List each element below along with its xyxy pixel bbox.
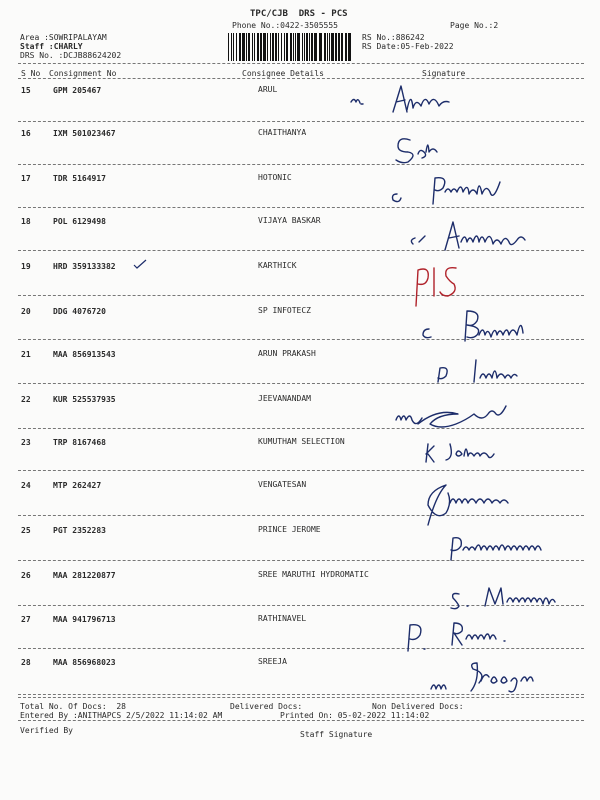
row-consignment: MAA 856913543 — [53, 350, 116, 359]
col-sno: S No — [21, 69, 41, 78]
drs-number: DRS No. :DCJB88624202 — [20, 51, 122, 60]
total-docs: Total No. Of Docs: 28 — [20, 702, 126, 711]
row-consignee: HOTONIC — [258, 173, 292, 182]
signature-row-19 — [410, 260, 470, 310]
row-sno: 20 — [21, 307, 31, 316]
row-consignment: MTP 262427 — [53, 481, 102, 490]
row-sno: 27 — [21, 615, 31, 624]
row-consignment: MAA 941796713 — [53, 615, 116, 624]
row-divider — [18, 121, 584, 122]
col-consignment: Consignment No — [49, 69, 117, 78]
row-consignee: KUMUTHAM SELECTION — [258, 437, 345, 446]
signature-row-24 — [418, 475, 578, 530]
phone-number: Phone No.:0422-3505555 — [232, 21, 338, 30]
rs-number: RS No.:886242 — [362, 33, 425, 42]
row-consignment: DDG 4076720 — [53, 307, 106, 316]
row-consignment: MAA 281220877 — [53, 571, 116, 580]
rs-date: RS Date:05-Feb-2022 — [362, 42, 454, 51]
divider — [18, 78, 584, 79]
signature-row-26 — [445, 578, 585, 613]
row-sno: 18 — [21, 217, 31, 226]
signature-row-18 — [405, 212, 565, 257]
staff-signature: Staff Signature — [300, 730, 373, 739]
row-consignment: PGT 2352283 — [53, 526, 106, 535]
row-consignee: VENGATESAN — [258, 480, 307, 489]
row-sno: 28 — [21, 658, 31, 667]
row-consignment: MAA 856968023 — [53, 658, 116, 667]
row-consignment: TRP 8167468 — [53, 438, 106, 447]
row-consignee: PRINCE JEROME — [258, 525, 321, 534]
barcode — [228, 33, 353, 61]
row-consignee: KARTHICK — [258, 261, 297, 270]
signature-row-20 — [415, 305, 555, 350]
row-consignee: SREEJA — [258, 657, 287, 666]
entered-by: Entered By :ANITHAPCS 2/5/2022 11:14:02 AM — [20, 711, 223, 720]
row-consignee: CHAITHANYA — [258, 128, 307, 137]
row-consignee: ARUL — [258, 85, 278, 94]
staff: Staff :CHARLY — [20, 42, 83, 51]
divider — [18, 720, 584, 721]
non-delivered-docs: Non Delivered Docs: — [372, 702, 464, 711]
row-consignee: VIJAYA BASKAR — [258, 216, 321, 225]
check-mark-icon — [133, 259, 147, 269]
page-number: Page No.:2 — [450, 21, 499, 30]
row-consignee: ARUN PRAKASH — [258, 349, 316, 358]
divider — [18, 63, 584, 64]
row-divider — [18, 164, 584, 165]
signature-row-28 — [425, 655, 565, 700]
delivered-docs: Delivered Docs: — [230, 702, 303, 711]
row-consignee: JEEVANANDAM — [258, 394, 311, 403]
signature-row-22 — [390, 400, 530, 440]
row-consignment: GPM 205467 — [53, 86, 102, 95]
row-sno: 22 — [21, 395, 31, 404]
row-sno: 15 — [21, 86, 31, 95]
row-consignment: IXM 501023467 — [53, 129, 116, 138]
signature-row-16 — [390, 132, 470, 167]
row-consignment: TDR 5164917 — [53, 174, 106, 183]
printed-on: Printed On: 05-02-2022 11:14:02 — [280, 711, 430, 720]
row-sno: 26 — [21, 571, 31, 580]
row-consignee: SP INFOTECZ — [258, 306, 311, 315]
divider — [18, 697, 584, 698]
row-sno: 23 — [21, 438, 31, 447]
signature-row-27 — [400, 615, 530, 655]
row-sno: 21 — [21, 350, 31, 359]
row-divider — [18, 470, 584, 471]
col-consignee: Consignee Details — [242, 69, 324, 78]
signature-row-23 — [420, 438, 510, 468]
row-consignment: KUR 525537935 — [53, 395, 116, 404]
signature-row-15 — [345, 80, 495, 125]
row-sno: 19 — [21, 262, 31, 271]
sheet-title: TPC/CJB DRS - PCS — [250, 9, 348, 19]
signature-row-25 — [445, 530, 575, 565]
signature-row-17 — [385, 168, 545, 213]
row-sno: 24 — [21, 481, 31, 490]
row-consignment: POL 6129498 — [53, 217, 106, 226]
row-consignee: SREE MARUTHI HYDROMATIC — [258, 570, 369, 579]
signature-row-21 — [430, 352, 560, 387]
row-sno: 16 — [21, 129, 31, 138]
row-consignment: HRD 359133382 — [53, 262, 116, 271]
row-sno: 25 — [21, 526, 31, 535]
row-consignee: RATHINAVEL — [258, 614, 307, 623]
row-divider — [18, 295, 584, 296]
area: Area :SOWRIPALAYAM — [20, 33, 107, 42]
verified-by: Verified By — [20, 726, 73, 735]
col-signature: Signature — [422, 69, 466, 78]
row-sno: 17 — [21, 174, 31, 183]
